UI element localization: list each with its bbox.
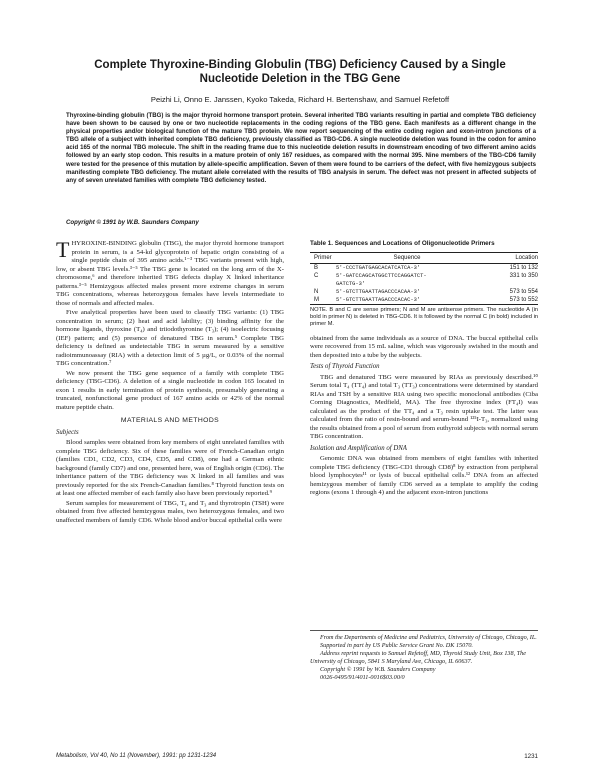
journal-citation: Metabolism, Vol 40, No 11 (November), 1991: pp 1231-1234 — [56, 753, 217, 759]
subjects-paragraph-1: Blood samples were obtained from key members of eight unrelated families with complete TBG deficiency. Six of these families were of French-Canadian origin (families CD1, CD2, CD3, CD4, CD5, and CD8), one had a German ethnic background (family CD7) and one, presented here, was of English origin (CD6). The inheritance pattern of the TBG deficiency was X linked in all families and was previously reported for the six French-Canadian families.⁸ Thyroid function tests on at least one affected member of each family also have been previously reported.⁹ — [56, 439, 284, 497]
footnote-reprints: Address reprint requests to Samuel Refetoff, MD, Thyroid Study Unit, Box 138, The University of Chicago, 5841 S Maryland Ave, Chicago, IL 60637. — [310, 650, 526, 665]
drop-cap: T — [56, 237, 70, 262]
table-cell-location: 573 to 552 — [509, 296, 538, 303]
table-row — [310, 264, 538, 272]
footnote-issn: 0026-0495/91/4011-0016$03.00/0 — [320, 674, 405, 681]
table-cell-sequence: 5'-GTCTTGAATTAGACCCACAC-3' — [336, 296, 421, 303]
right-column — [310, 240, 538, 499]
table-note: NOTE. B and C are sense primers; N and M are antisense primers. The nucleotide A (in bold in primer N) is deleted in TBG-CD6. It is followed by the normal C (in bold) included in primer M. — [310, 304, 538, 329]
table-row — [310, 288, 538, 296]
methods-paragraph-2: TBG and denatured TBG were measured by RIAs as previously described.¹⁰ Serum total T₄ (TT₄) and total T₃ (TT₃) concentrations were determined by standard RIAs and TSH by a sensitive RIA using two specific monoclonal antibodies (Ciba Corning Diagnostics, Medfield, MA). The free thyroxine index (FT₄I) was calculated as the product of the TT₄ and a T₃ resin uptake test. The latter was calculated from the ratio of resin-bound and serum-bound ¹²⁵I-T₃, normalized using the results obtained from a pool of serum from euthyroid subjects with normal serum TBG concentration. — [310, 373, 538, 441]
subsection-heading-thyroid-tests: Tests of Thyroid Function — [310, 363, 380, 371]
table-cell-primer: C — [314, 272, 319, 279]
footnote-rule — [310, 630, 538, 631]
intro-paragraph-3: We now present the TBG gene sequence of a family with complete TBG deficiency (TBG-CD6). A deletion of a single nucleotide in codon 165 located in exon 1 results in early termination of protein synthesis, presumably generating a truncated, nonfunctional gene product of 167 amino acids or 42% of the normal mature peptide chain. — [56, 369, 284, 411]
table-header-location: Location — [515, 254, 538, 261]
abstract: Thyroxine-binding globulin (TBG) is the major thyroid hormone transport protein. Several inherited TBG variants resulting in partial and complete TBG deficiency have been shown to be caused by one or two nucleotide replacements in the coding regions of the TBG gene. Each manifests as a different change in the physical properties and/or biological function of the mature TBG protein. We now report sequencing of the entire coding region and exon-intron junctions of a TBG allele of a subject with inherited complete TBG deficiency, previously classified as TBG-CD6. A single nucleotide deletion was found in the codon for amino acid 165 of the normal TBG molecule. The shift in the reading frame due to this nucleotide deletion results in downstream encoding of two different amino acids followed by an early stop codon. This results in a mature protein of only 167 residues, as compared with the normal 395. Nine members of the TBG-CD6 family were tested for the presence of this mutation by allele-specific amplification. Seven of them were found to be carriers of the defect, with five hemizygous subjects manifesting complete TBG deficiency. The mutant allele correlated with the results of TBG analysis in serum. The defect was not present in affected subjects of any of seven unrelated families with complete TBG deficiency tested. — [66, 112, 536, 184]
title-line-2: Nucleotide Deletion in the TBG Gene — [199, 73, 401, 85]
table-cell-primer: M — [314, 296, 319, 303]
table-row — [310, 296, 538, 304]
subsection-heading-subjects: Subjects — [56, 428, 79, 436]
methods-paragraph-1: obtained from the same individuals as a source of DNA. The buccal epithelial cells were recovered from 15 mL saline, which was vigorously swished in the mouth and then deposited into a tube by the subjects. — [310, 334, 538, 359]
subsection-heading-dna: Isolation and Amplification of DNA — [310, 444, 407, 452]
subjects-paragraph-2: Serum samples for measurement of TBG, T₄ and T₃ and thyrotropin (TSH) were obtained from five affected hemizygous males, two heterozygous females, and two unaffected members of family CD6. Whole blood and/or buccal epithelial cells were — [56, 499, 284, 524]
table-cell-primer: B — [314, 264, 319, 271]
intro-paragraph-1 — [56, 237, 284, 308]
footnote-funding: Supported in part by US Public Service Grant No. DK 15070. — [320, 642, 473, 649]
table-cell-sequence: 5'-GATCCAGCATGGCTTCCAGGATCT- — [336, 272, 427, 279]
table-row — [310, 280, 538, 288]
table-cell-sequence: GATCTG-3' — [336, 280, 366, 287]
primer-table — [310, 240, 538, 329]
table-cell-location — [478, 280, 538, 288]
table-cell-primer — [310, 280, 336, 288]
article-title — [70, 58, 530, 86]
table-header-sequence: Sequence — [393, 254, 421, 261]
table-cell-location: 151 to 132 — [509, 264, 538, 271]
table-cell-primer: N — [314, 288, 319, 295]
table-header-primer: Primer — [314, 254, 332, 261]
footnotes — [310, 630, 538, 682]
table-cell-sequence: 5'-GTCTTGAATTAGACCCACAA-3' — [336, 288, 421, 295]
title-line-1: Complete Thyroxine-Binding Globulin (TBG) Deficiency Caused by a Single — [94, 59, 506, 71]
abstract-copyright: Copyright © 1991 by W.B. Saunders Company — [66, 219, 199, 226]
table-cell-location: 331 to 350 — [509, 272, 538, 279]
author-list: Peizhi Li, Onno E. Janssen, Kyoko Takeda, Richard H. Bertenshaw, and Samuel Refetoff — [150, 95, 450, 104]
intro-paragraph-2: Five analytical properties have been used to classify TBG variants: (1) TBG concentration in serum; (2) heat and acid lability; (3) binding affinity for the hormone ligands, thyroxine (T₄) and triiodothyronine (T₃); (4) isoelectric focusing (IEF) pattern; and (5) presence of denatured TBG in serum.⁵ Complete TBG deficiency is defined as undetectable TBG in serum measured by a sensitive radioimmunoassay (RIA) with a detection limit of 5 µg/L, or 0.03% of the normal TBG concentration.⁷ — [56, 309, 284, 367]
table-title: Table 1. Sequences and Locations of Oligonucleotide Primers — [310, 240, 495, 247]
table-cell-sequence: 5'-CCCTGATGAGCACATCATCA-3' — [336, 264, 421, 271]
table-row — [310, 272, 538, 280]
footnote-copyright: Copyright © 1991 by W.B. Saunders Company — [320, 666, 436, 673]
section-heading-methods: MATERIALS AND METHODS — [120, 417, 220, 424]
intro-paragraph-1-text: HYROXINE-BINDING globulin (TBG), the major thyroid hormone transport protein in serum, is a 54-kd glycoprotein of hepatic origin consisting of a single peptide chain of 395 amino acids.¹⁻³ TBG variants present with high, low, or absent TBG levels.³⁻⁵ The TBG gene is located on the long arm of the X-chromosome,⁶ and therefore inherited TBG defects display X linked inheritance patterns.³⁻⁵ Hemizygous affected males present more extreme changes in serum TBG concentrations, whereas heterozygous females have levels intermediate to those of normals and affected males. — [56, 240, 284, 307]
page-number: 1231 — [524, 753, 538, 760]
methods-paragraph-3: Genomic DNA was obtained from members of eight families with inherited complete TBG deficiency (TBG-CD1 through CD8)⁸ by extraction from peripheral blood lymphocytes¹¹ or lysis of buccal epithelial cells.¹² DNA from an affected hemizygous member of family CD6 served as a template to amplify the coding regions (exons 1 through 4) and the adjacent exon-intron junctions — [310, 455, 538, 497]
left-column — [56, 237, 284, 526]
table-cell-location: 573 to 554 — [509, 288, 538, 295]
footnote-affiliation: From the Departments of Medicine and Pediatrics, University of Chicago, Chicago, IL. — [320, 634, 537, 641]
table-header-row — [310, 253, 538, 264]
